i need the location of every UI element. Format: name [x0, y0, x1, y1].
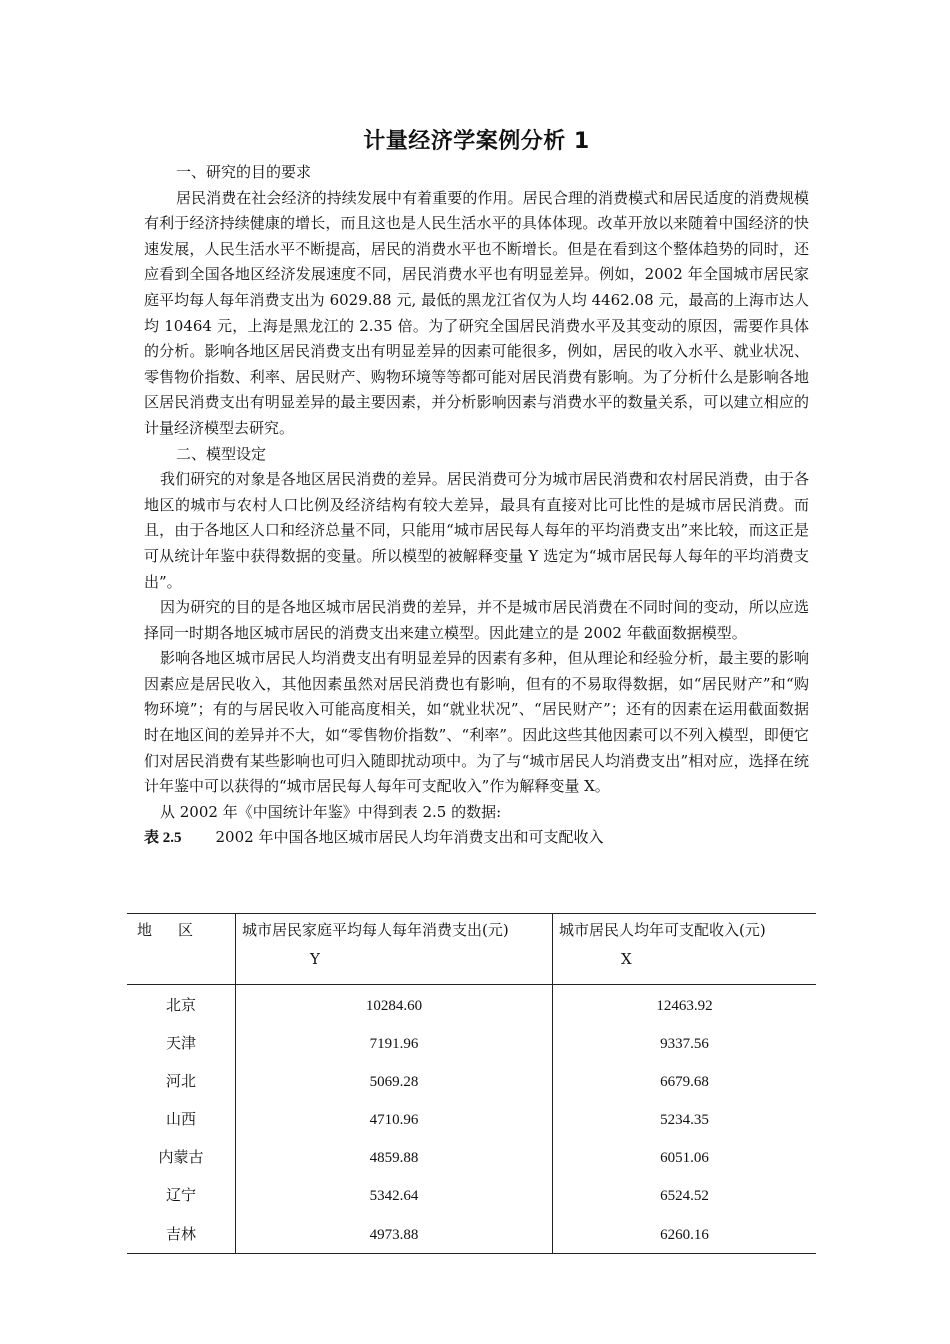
- table-row: [127, 1175, 816, 1213]
- table-row: [127, 985, 816, 1024]
- cell-region: 河北: [127, 1061, 236, 1099]
- table-caption-text: 2002 年中国各地区城市居民人均年消费支出和可支配收入: [215, 828, 604, 847]
- cell-region: 北京: [127, 985, 236, 1024]
- header-region: [127, 914, 236, 985]
- cell-x: 12463.92: [656, 997, 713, 1014]
- cell-y: 5342.64: [236, 1175, 553, 1213]
- cell-region: 辽宁: [127, 1175, 236, 1213]
- table-row: [127, 1061, 816, 1099]
- table-label: 表 2.5: [144, 830, 182, 847]
- document-title: 计量经济学案例分析 1: [363, 129, 590, 154]
- cell-x: 5234.35: [660, 1111, 709, 1128]
- cell-y: 10284.60: [236, 985, 553, 1024]
- cell-y: 4859.88: [236, 1137, 553, 1175]
- header-x: [553, 914, 817, 985]
- header-x-label: 城市居民人均年可支配收入(元): [559, 921, 766, 939]
- cell-x: 6524.52: [660, 1187, 709, 1204]
- header-region-a: 地: [137, 921, 153, 939]
- cell-region: 天津: [127, 1023, 236, 1061]
- paragraph-4: 影响各地区城市居民人均消费支出有明显差异的因素有多种，但从理论和经验分析，最主要的影响因素应是居民收入，其他因素虽然对居民消费也有影响，但有的不易取得数据，如“居民财产”和“购物环境”；有的与居民收入可能高度相关，如“就业状况”、“居民财产”；还有的因素在运用截面数据时在地区间的差异并不大，如“零售物价指数”、“利率”。因此这些其他因素可以不列入模型，即便它们对居民消费有某些影响也可归入随即扰动项中。为了与“城市居民人均消费支出”相对应，选择在统计年鉴中可以获得的“城市居民每人每年可支配收入”作为解释变量 X。: [144, 649, 809, 796]
- paragraph-2: 我们研究的对象是各地区居民消费的差异。居民消费可分为城市居民消费和农村居民消费，由于各地区的城市与农村人口比例及经济结构有较大差异，最具有直接对比可比性的是城市居民消费。而且，由于各地区人口和经济总量不同，只能用“城市居民每人每年的平均消费支出”来比较，而这正是可从统计年鉴中获得数据的变量。所以模型的被解释变量 Y 选定为“城市居民每人每年的平均消费支出”。: [144, 470, 809, 591]
- header-y: [236, 914, 553, 985]
- paragraph-5: 从 2002 年《中国统计年鉴》中得到表 2.5 的数据:: [160, 802, 502, 821]
- table-caption: [144, 825, 809, 852]
- cell-region: 吉林: [127, 1213, 236, 1254]
- header-x-symbol: X: [621, 950, 632, 968]
- table-header-row: [127, 914, 816, 985]
- cell-x: 6679.68: [660, 1073, 709, 1090]
- cell-y: 4973.88: [236, 1213, 553, 1254]
- document-body: [144, 160, 809, 852]
- cell-region: 内蒙古: [127, 1137, 236, 1175]
- header-region-b: 区: [178, 921, 194, 939]
- section-heading-1: 一、研究的目的要求: [176, 163, 312, 181]
- cell-y: 4710.96: [236, 1099, 553, 1137]
- cell-x: 9337.56: [660, 1035, 709, 1052]
- cell-x: 6051.06: [660, 1149, 709, 1166]
- cell-region: 山西: [127, 1099, 236, 1137]
- data-table: [127, 913, 816, 1254]
- table-row: [127, 1137, 816, 1175]
- table-row: [127, 1213, 816, 1254]
- table-row: [127, 1023, 816, 1061]
- cell-y: 7191.96: [236, 1023, 553, 1061]
- cell-y: 5069.28: [236, 1061, 553, 1099]
- cell-x: 6260.16: [553, 1213, 817, 1254]
- header-y-symbol: Y: [310, 950, 320, 968]
- paragraph-1: 居民消费在社会经济的持续发展中有着重要的作用。居民合理的消费模式和居民适度的消费规模有利于经济持续健康的增长，而且这也是人民生活水平的具体体现。改革开放以来随着中国经济的快速发展，人民生活水平不断提高，居民的消费水平也不断增长。但是在看到这个整体趋势的同时，还应看到全国各地区经济发展速度不同，居民消费水平也有明显差异。例如，2002 年全国城市居民家庭平均每人每年消费支出为 6029.88 元, 最低的黑龙江省仅为人均 4462.08 元，最高的上海市达人均 10464 元，上海是黑龙江的 2.35 倍。为了研究全国居民消费水平及其变动的原因，需要作具体的分析。影响各地区居民消费支出有明显差异的因素可能很多，例如，居民的收入水平、就业状况、零售物价指数、利率、居民财产、购物环境等等都可能对居民消费有影响。为了分析什么是影响各地区居民消费支出有明显差异的最主要因素，并分析影响因素与消费水平的数量关系，可以建立相应的计量经济模型去研究。: [144, 188, 809, 437]
- paragraph-3: 因为研究的目的是各地区城市居民消费的差异，并不是城市居民消费在不同时间的变动，所以应选择同一时期各地区城市居民的消费支出来建立模型。因此建立的是 2002 年截面数据模型。: [144, 598, 809, 642]
- table-row: [127, 1099, 816, 1137]
- section-heading-2: 二、模型设定: [176, 444, 267, 463]
- header-y-label: 城市居民家庭平均每人每年消费支出(元): [242, 921, 509, 939]
